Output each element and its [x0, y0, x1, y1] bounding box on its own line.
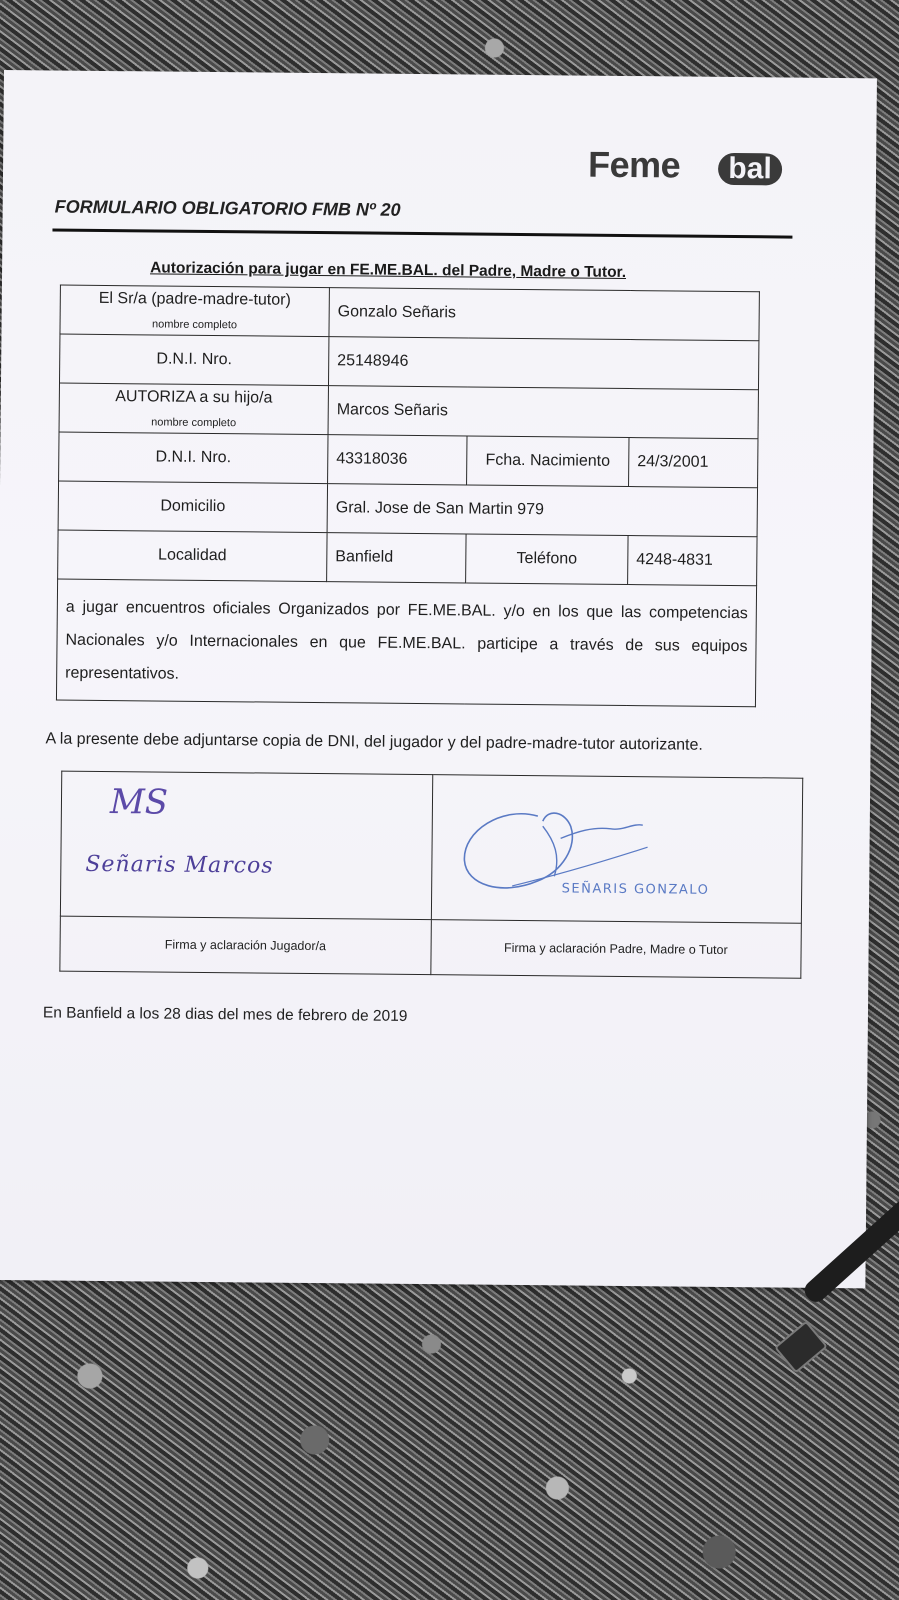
table-row	[59, 334, 758, 390]
logo-pill: bal	[718, 153, 782, 186]
city-field[interactable]: Banfield	[327, 533, 466, 583]
child-dni-field[interactable]: 43318036	[328, 435, 467, 485]
tutor-sublabel: nombre completo	[152, 318, 238, 332]
phone-field[interactable]: 4248-4831	[628, 536, 757, 586]
tutor-dni-label: D.N.I. Nro.	[59, 334, 328, 386]
player-signature-box[interactable]	[60, 771, 432, 920]
form-title: FORMULARIO OBLIGATORIO FMB Nº 20	[54, 196, 401, 220]
city-label: Localidad	[58, 530, 327, 582]
parent-signature-caption: Firma y aclaración Padre, Madre o Tutor	[430, 920, 801, 979]
phone-label: Teléfono	[466, 534, 628, 585]
parent-signature-box[interactable]	[431, 775, 803, 924]
child-label: AUTORIZA a su hijo/a	[115, 388, 273, 407]
femebal-logo	[588, 144, 788, 190]
title-divider	[52, 228, 792, 238]
tutor-label-cell	[60, 285, 329, 337]
attachment-note: A la presente debe adjuntarse copia de DNI, del jugador y del padre-madre-tutor autorizante.	[45, 730, 703, 754]
table-row	[56, 579, 756, 707]
form-sheet	[0, 70, 877, 1288]
form-subtitle: Autorización para jugar en FE.ME.BAL. del Padre, Madre o Tutor.	[150, 259, 627, 281]
child-name-field[interactable]: Marcos Señaris	[328, 386, 758, 439]
table-row	[60, 285, 759, 341]
authorization-paragraph: a jugar encuentros oficiales Organizados por FE.ME.BAL. y/o en los que las competencias Nacionales y/o Internacionales en que FE.ME.BAL. participe a través de sus equipos representativos.	[56, 579, 756, 707]
player-handwritten-name: Señaris Marcos	[85, 851, 274, 879]
table-row	[58, 530, 757, 586]
logo-text: Feme	[587, 143, 681, 186]
date-place-line: En Banfield a los 28 dias del mes de febrero de 2019	[42, 1004, 408, 1025]
address-field[interactable]: Gral. Jose de San Martin 979	[327, 484, 757, 537]
child-sublabel: nombre completo	[151, 416, 237, 430]
player-signature-caption: Firma y aclaración Jugador/a	[60, 916, 431, 975]
parent-clarification: SEÑARIS GONZALO	[561, 881, 710, 898]
tutor-dni-field[interactable]: 25148946	[328, 337, 758, 390]
tutor-label: El Sr/a (padre-madre-tutor)	[98, 289, 291, 309]
tutor-name-field[interactable]: Gonzalo Señaris	[329, 288, 759, 341]
table-row	[59, 383, 758, 439]
table-row	[59, 432, 758, 488]
player-initials: MS	[109, 782, 169, 823]
signature-table	[59, 771, 803, 979]
address-label: Domicilio	[58, 481, 327, 533]
table-row	[60, 771, 802, 923]
authorization-table	[56, 285, 760, 708]
table-row	[58, 481, 757, 537]
birth-date-field[interactable]: 24/3/2001	[629, 438, 758, 488]
child-dni-label: D.N.I. Nro.	[59, 432, 328, 484]
birth-label: Fcha. Nacimiento	[467, 436, 629, 487]
table-row	[60, 916, 801, 978]
child-label-cell	[59, 383, 328, 435]
